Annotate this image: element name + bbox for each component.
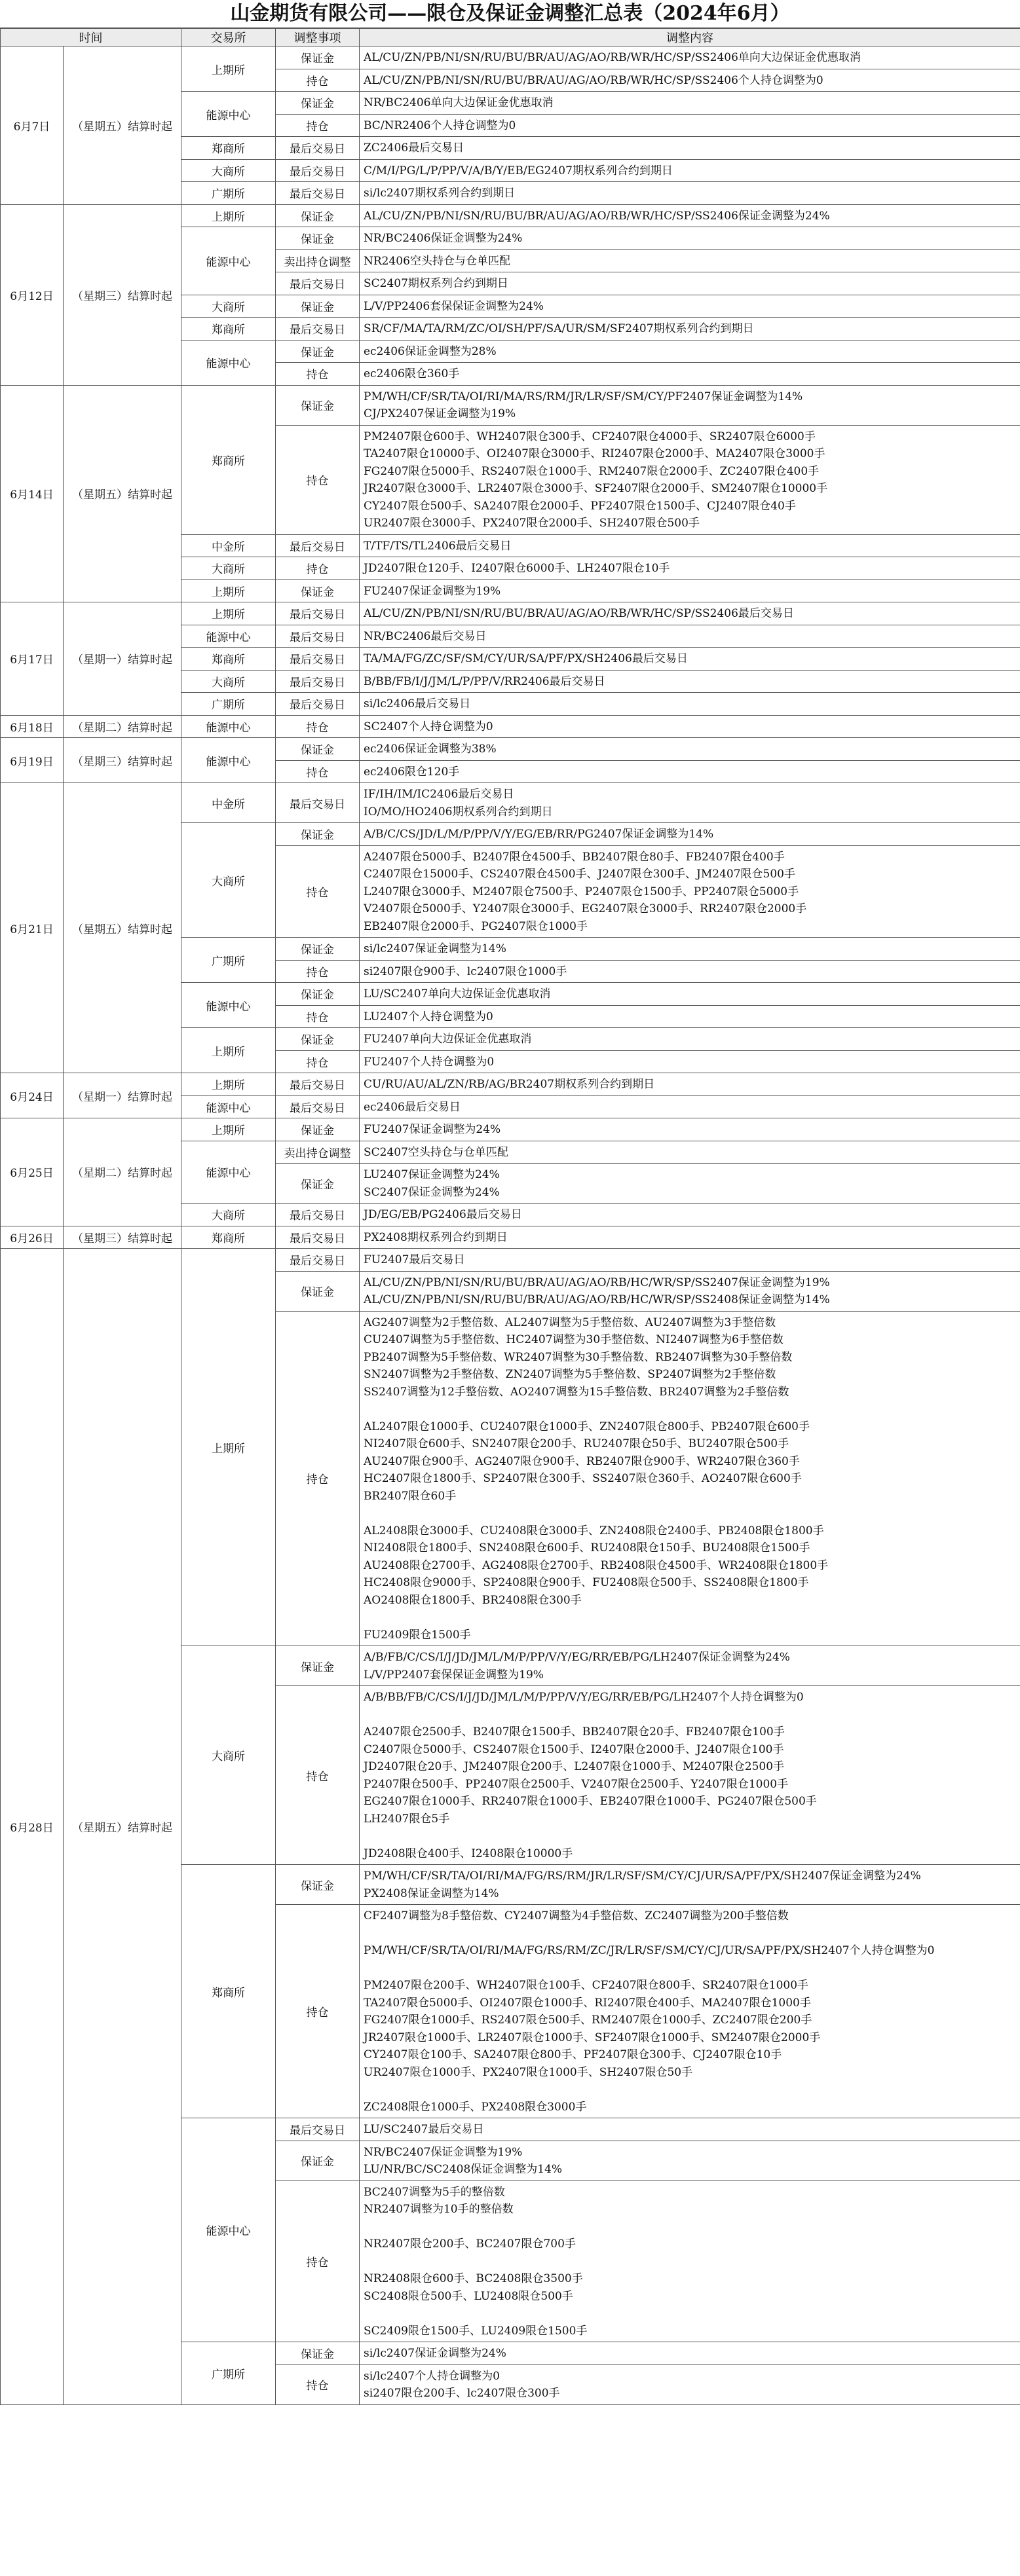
exchange-cell: 大商所 — [181, 557, 276, 580]
adjust-type-cell: 最后交易日 — [276, 602, 360, 625]
adjust-content-cell: AL/CU/ZN/PB/NI/SN/RU/BU/BR/AU/AG/AO/RB/WR/HC/SP/SS2406最后交易日 — [360, 602, 1020, 625]
adjust-content-cell: IF/IH/IM/IC2406最后交易日 IO/MO/HO2406期权系列合约到期日 — [360, 783, 1020, 823]
exchange-cell: 上期所 — [181, 602, 276, 625]
exchange-cell: 上期所 — [181, 580, 276, 602]
exchange-cell: 上期所 — [181, 1028, 276, 1073]
adjust-type-cell: 持仓 — [276, 114, 360, 137]
adjust-type-cell: 保证金 — [276, 1865, 360, 1905]
exchange-cell: 上期所 — [181, 1118, 276, 1141]
adjust-content-cell: ec2406限仓120手 — [360, 760, 1020, 783]
exchange-cell: 能源中心 — [181, 625, 276, 648]
exchange-cell: 广期所 — [181, 938, 276, 983]
adjust-content-cell: LU/SC2407单向大边保证金优惠取消 — [360, 983, 1020, 1006]
adjust-content-cell: LU2407个人持仓调整为0 — [360, 1005, 1020, 1028]
table-row — [1, 1118, 1020, 1141]
adjust-content-cell: C/M/I/PG/L/P/PP/V/A/B/Y/EB/EG2407期权系列合约到期日 — [360, 159, 1020, 182]
exchange-cell: 能源中心 — [181, 1141, 276, 1204]
adjust-content-cell: ec2406最后交易日 — [360, 1095, 1020, 1118]
adjust-content-cell: T/TF/TS/TL2406最后交易日 — [360, 534, 1020, 557]
header-date: 时间 — [1, 29, 181, 46]
exchange-cell: 大商所 — [181, 670, 276, 693]
adjust-type-cell: 保证金 — [276, 92, 360, 115]
date-cell: 6月18日 — [1, 715, 64, 738]
table-row — [1, 783, 1020, 823]
adjust-content-cell: si/lc2407期权系列合约到期日 — [360, 182, 1020, 205]
adjust-content-cell: TA/MA/FG/ZC/SF/SM/CY/UR/SA/PF/PX/SH2406最后交易日 — [360, 648, 1020, 671]
exchange-cell: 能源中心 — [181, 92, 276, 137]
exchange-cell: 郑商所 — [181, 1865, 276, 2118]
adjust-type-cell: 最后交易日 — [276, 1249, 360, 1272]
weekday-cell: （星期三）结算时起 — [64, 204, 181, 385]
exchange-cell: 能源中心 — [181, 1095, 276, 1118]
adjust-content-cell: A/B/FB/C/CS/I/J/JD/JM/L/M/P/PP/V/Y/EG/RR/EB/PG/LH2407保证金调整为24% L/V/PP2407套保保证金调整为19% — [360, 1646, 1020, 1686]
exchange-cell: 上期所 — [181, 204, 276, 227]
adjust-type-cell: 保证金 — [276, 983, 360, 1006]
exchange-cell: 上期所 — [181, 1249, 276, 1646]
weekday-cell: （星期三）结算时起 — [64, 738, 181, 783]
adjust-content-cell: AL/CU/ZN/PB/NI/SN/RU/BU/BR/AU/AG/AO/RB/WR/HC/SP/SS2406单向大边保证金优惠取消 — [360, 46, 1020, 69]
adjust-type-cell: 最后交易日 — [276, 2118, 360, 2141]
exchange-cell: 中金所 — [181, 783, 276, 823]
adjust-type-cell: 保证金 — [276, 580, 360, 602]
weekday-cell: （星期五）结算时起 — [64, 1249, 181, 2405]
table-row — [1, 46, 1020, 69]
exchange-cell: 能源中心 — [181, 2118, 276, 2342]
exchange-cell: 大商所 — [181, 1646, 276, 1865]
adjust-type-cell: 最后交易日 — [276, 182, 360, 205]
adjust-type-cell: 持仓 — [276, 2180, 360, 2342]
exchange-cell: 能源中心 — [181, 738, 276, 783]
header-exchange: 交易所 — [181, 29, 276, 46]
adjust-content-cell: AL/CU/ZN/PB/NI/SN/RU/BU/BR/AU/AG/AO/RB/WR/HC/SP/SS2406个人持仓调整为0 — [360, 69, 1020, 92]
adjust-type-cell: 持仓 — [276, 2364, 360, 2404]
adjust-type-cell: 最后交易日 — [276, 1073, 360, 1096]
adjust-type-cell: 持仓 — [276, 1311, 360, 1646]
table-body — [1, 46, 1020, 2405]
date-cell: 6月17日 — [1, 602, 64, 716]
weekday-cell: （星期五）结算时起 — [64, 46, 181, 205]
adjust-content-cell: AL/CU/ZN/PB/NI/SN/RU/BU/BR/AU/AG/AO/RB/WR/HC/SP/SS2406保证金调整为24% — [360, 204, 1020, 227]
weekday-cell: （星期三）结算时起 — [64, 1226, 181, 1249]
adjust-type-cell: 保证金 — [276, 1028, 360, 1051]
adjust-type-cell: 保证金 — [276, 340, 360, 363]
adjust-type-cell: 最后交易日 — [276, 137, 360, 160]
adjust-type-cell: 最后交易日 — [276, 1204, 360, 1226]
exchange-cell: 广期所 — [181, 693, 276, 716]
adjust-content-cell: JD2407限仓120手、I2407限仓6000手、LH2407限仓10手 — [360, 557, 1020, 580]
exchange-cell: 郑商所 — [181, 1226, 276, 1249]
exchange-cell: 能源中心 — [181, 340, 276, 385]
adjust-type-cell: 持仓 — [276, 1050, 360, 1073]
adjust-type-cell: 最后交易日 — [276, 670, 360, 693]
adjust-content-cell: si/lc2407个人持仓调整为0 si2407限仓200手、lc2407限仓300手 — [360, 2364, 1020, 2404]
adjust-type-cell: 保证金 — [276, 1646, 360, 1686]
exchange-cell: 广期所 — [181, 182, 276, 205]
adjust-type-cell: 最后交易日 — [276, 693, 360, 716]
adjust-type-cell: 保证金 — [276, 46, 360, 69]
adjust-content-cell: FU2407最后交易日 — [360, 1249, 1020, 1272]
adjust-content-cell: NR/BC2406保证金调整为24% — [360, 227, 1020, 250]
adjust-content-cell: ec2406保证金调整为38% — [360, 738, 1020, 761]
weekday-cell: （星期五）结算时起 — [64, 385, 181, 602]
adjust-type-cell: 最后交易日 — [276, 318, 360, 340]
adjust-type-cell: 保证金 — [276, 738, 360, 761]
exchange-cell: 上期所 — [181, 1073, 276, 1096]
adjust-type-cell: 最后交易日 — [276, 272, 360, 295]
adjust-content-cell: A/B/BB/FB/C/CS/I/J/JD/JM/L/M/P/PP/V/Y/EG/RR/EB/PG/LH2407个人持仓调整为0 A2407限仓2500手、B2407限仓1500手、BB2407限仓20手、FB2407限仓100手 C2407限仓5000手、CS2407限仓1500手、I2407限仓2000手、J2407限仓100手 JD2407限仓20手、JM2407限仓200手、L2407限仓1000手、M2407限仓2500手 P2407限仓500手、PP2407限仓2500手、V2407限仓2500手、Y2407限仓1000手 EG2407限仓1000手、RR2407限仓1000手、EB2407限仓1000手、PG2407限仓500手 LH2407限仓5手 JD2408限仓400手、I2408限仓10000手 — [360, 1686, 1020, 1865]
table-row — [1, 1073, 1020, 1096]
page-title: 山金期货有限公司——限仓及保证金调整汇总表（2024年6月） — [0, 0, 1020, 28]
adjust-content-cell: FU2407保证金调整为19% — [360, 580, 1020, 602]
date-cell: 6月7日 — [1, 46, 64, 205]
header-row — [1, 29, 1020, 46]
date-cell: 6月19日 — [1, 738, 64, 783]
adjust-type-cell: 持仓 — [276, 1005, 360, 1028]
adjust-content-cell: PM/WH/CF/SR/TA/OI/RI/MA/FG/RS/RM/JR/LR/SF/SM/CY/CJ/UR/SA/PF/PX/SH2407保证金调整为24% PX2408保证金调整为14% — [360, 1865, 1020, 1905]
adjust-type-cell: 保证金 — [276, 1164, 360, 1204]
adjust-type-cell: 持仓 — [276, 557, 360, 580]
adjust-type-cell: 最后交易日 — [276, 783, 360, 823]
adjust-content-cell: BC/NR2406个人持仓调整为0 — [360, 114, 1020, 137]
adjust-content-cell: si2407限仓900手、lc2407限仓1000手 — [360, 960, 1020, 983]
adjust-type-cell: 最后交易日 — [276, 159, 360, 182]
adjust-content-cell: PX2408期权系列合约到期日 — [360, 1226, 1020, 1249]
adjust-content-cell: NR2406空头持仓与仓单匹配 — [360, 249, 1020, 272]
adjust-content-cell: SC2407个人持仓调整为0 — [360, 715, 1020, 738]
adjust-type-cell: 持仓 — [276, 760, 360, 783]
adjust-type-cell: 持仓 — [276, 715, 360, 738]
weekday-cell: （星期一）结算时起 — [64, 602, 181, 716]
adjust-content-cell: SC2407期权系列合约到期日 — [360, 272, 1020, 295]
date-cell: 6月24日 — [1, 1073, 64, 1118]
adjust-content-cell: NR/BC2406单向大边保证金优惠取消 — [360, 92, 1020, 115]
weekday-cell: （星期二）结算时起 — [64, 715, 181, 738]
date-cell: 6月14日 — [1, 385, 64, 602]
adjust-type-cell: 保证金 — [276, 1271, 360, 1311]
adjust-type-cell: 保证金 — [276, 385, 360, 425]
table-row — [1, 738, 1020, 761]
weekday-cell: （星期一）结算时起 — [64, 1073, 181, 1118]
adjust-content-cell: NR/BC2406最后交易日 — [360, 625, 1020, 648]
exchange-cell: 郑商所 — [181, 648, 276, 671]
table-row — [1, 1249, 1020, 1272]
adjust-content-cell: si/lc2407保证金调整为14% — [360, 938, 1020, 961]
adjust-content-cell: BC2407调整为5手的整倍数 NR2407调整为10手的整倍数 NR2407限仓200手、BC2407限仓700手 NR2408限仓600手、BC2408限仓3500手 SC2408限仓500手、LU2408限仓500手 SC2409限仓1500手、LU2409限仓1500手 — [360, 2180, 1020, 2342]
exchange-cell: 能源中心 — [181, 227, 276, 295]
adjust-content-cell: PM2407限仓600手、WH2407限仓300手、CF2407限仓4000手、SR2407限仓6000手 TA2407限仓10000手、OI2407限仓3000手、RI2407限仓2000手、MA2407限仓3000手 FG2407限仓5000手、RS2407限仓1000手、RM2407限仓2000手、ZC2407限仓400手 JR2407限仓3000手、LR2407限仓3000手、SF2407限仓2000手、SM2407限仓10000手 CY2407限仓500手、SA2407限仓2000手、PF2407限仓1500手、CJ2407限仓40手 UR2407限仓3000手、PX2407限仓2000手、SH2407限仓500手 — [360, 425, 1020, 534]
date-cell: 6月25日 — [1, 1118, 64, 1226]
adjust-content-cell: AL/CU/ZN/PB/NI/SN/RU/BU/BR/AU/AG/AO/RB/HC/WR/SP/SS2407保证金调整为19% AL/CU/ZN/PB/NI/SN/RU/BU/BR/AU/AG/AO/RB/HC/WR/SP/SS2408保证金调整为14% — [360, 1271, 1020, 1311]
adjust-type-cell: 卖出持仓调整 — [276, 249, 360, 272]
adjust-type-cell: 最后交易日 — [276, 534, 360, 557]
exchange-cell: 大商所 — [181, 1204, 276, 1226]
weekday-cell: （星期五）结算时起 — [64, 783, 181, 1073]
adjust-content-cell: AG2407调整为2手整倍数、AL2407调整为5手整倍数、AU2407调整为3手整倍数 CU2407调整为5手整倍数、HC2407调整为30手整倍数、NI2407调整为6手整倍数 PB2407调整为5手整倍数、WR2407调整为30手整倍数、RB2407调整为30手整倍数 SN2407调整为2手整倍数、ZN2407调整为5手整倍数、SP2407调整为2手整倍数 SS2407调整为12手整倍数、AO2407调整为15手整倍数、BR2407调整为2手整倍数 AL2407限仓1000手、CU2407限仓1000手、ZN2407限仓800手、PB2407限仓600手 NI2407限仓600手、SN2407限仓200手、RU2407限仓50手、BU2407限仓500手 AU2407限仓900手、AG2407限仓900手、RB2407限仓900手、WR2407限仓360手 HC2407限仓1800手、SP2407限仓300手、SS2407限仓360手、AO2407限仓600手 BR2407限仓60手 AL2408限仓3000手、CU2408限仓3000手、ZN2408限仓2400手、PB2408限仓1800手 NI2408限仓1800手、SN2408限仓600手、RU2408限仓150手、BU2408限仓1500手 AU2408限仓2700手、AG2408限仓2700手、RB2408限仓4500手、WR2408限仓1800手 HC2408限仓9000手、SP2408限仓900手、FU2408限仓500手、SS2408限仓1800手 AO2408限仓1800手、BR2408限仓300手 FU2409限仓1500手 — [360, 1311, 1020, 1646]
adjust-type-cell: 持仓 — [276, 1686, 360, 1865]
exchange-cell: 大商所 — [181, 823, 276, 938]
adjust-content-cell: CU/RU/AU/AL/ZN/RB/AG/BR2407期权系列合约到期日 — [360, 1073, 1020, 1096]
adjust-type-cell: 最后交易日 — [276, 1095, 360, 1118]
adjust-type-cell: 保证金 — [276, 2342, 360, 2365]
adjust-content-cell: LU2407保证金调整为24% SC2407保证金调整为24% — [360, 1164, 1020, 1204]
table-row — [1, 1226, 1020, 1249]
date-cell: 6月12日 — [1, 204, 64, 385]
exchange-cell: 大商所 — [181, 159, 276, 182]
table-row — [1, 385, 1020, 425]
adjust-content-cell: A/B/C/CS/JD/L/M/P/PP/V/Y/EG/EB/RR/PG2407保证金调整为14% — [360, 823, 1020, 846]
adjust-type-cell: 最后交易日 — [276, 625, 360, 648]
adjust-content-cell: ec2406限仓360手 — [360, 363, 1020, 386]
date-cell: 6月26日 — [1, 1226, 64, 1249]
weekday-cell: （星期二）结算时起 — [64, 1118, 181, 1226]
exchange-cell: 广期所 — [181, 2342, 276, 2405]
adjust-type-cell: 保证金 — [276, 1118, 360, 1141]
table-row — [1, 204, 1020, 227]
adjust-type-cell: 保证金 — [276, 227, 360, 250]
adjust-content-cell: FU2407保证金调整为24% — [360, 1118, 1020, 1141]
exchange-cell: 能源中心 — [181, 983, 276, 1028]
exchange-cell: 能源中心 — [181, 715, 276, 738]
adjust-type-cell: 持仓 — [276, 69, 360, 92]
adjust-type-cell: 持仓 — [276, 845, 360, 938]
adjust-content-cell: JD/EG/EB/PG2406最后交易日 — [360, 1204, 1020, 1226]
adjust-type-cell: 卖出持仓调整 — [276, 1141, 360, 1164]
exchange-cell: 上期所 — [181, 46, 276, 92]
adjust-type-cell: 持仓 — [276, 960, 360, 983]
exchange-cell: 大商所 — [181, 295, 276, 318]
adjust-type-cell: 最后交易日 — [276, 1226, 360, 1249]
adjust-content-cell: ec2406保证金调整为28% — [360, 340, 1020, 363]
exchange-cell: 郑商所 — [181, 318, 276, 340]
table-row — [1, 715, 1020, 738]
header-content: 调整内容 — [360, 29, 1020, 46]
adjust-content-cell: SC2407空头持仓与仓单匹配 — [360, 1141, 1020, 1164]
adjust-type-cell: 持仓 — [276, 363, 360, 386]
adjust-type-cell: 保证金 — [276, 204, 360, 227]
adjust-content-cell: A2407限仓5000手、B2407限仓4500手、BB2407限仓80手、FB2407限仓400手 C2407限仓15000手、CS2407限仓4500手、J2407限仓300手、JM2407限仓500手 L2407限仓3000手、M2407限仓7500手、P2407限仓1500手、PP2407限仓5000手 V2407限仓5000手、Y2407限仓3000手、EG2407限仓3000手、RR2407限仓2000手 EB2407限仓2000手、PG2407限仓1000手 — [360, 845, 1020, 938]
adjust-type-cell: 持仓 — [276, 425, 360, 534]
adjustment-table — [0, 28, 1020, 2405]
adjust-type-cell: 保证金 — [276, 938, 360, 961]
table-row — [1, 602, 1020, 625]
adjust-content-cell: PM/WH/CF/SR/TA/OI/RI/MA/RS/RM/JR/LR/SF/SM/CY/PF2407保证金调整为14% CJ/PX2407保证金调整为19% — [360, 385, 1020, 425]
adjust-type-cell: 保证金 — [276, 295, 360, 318]
adjust-content-cell: FU2407单向大边保证金优惠取消 — [360, 1028, 1020, 1051]
adjust-content-cell: NR/BC2407保证金调整为19% LU/NR/BC/SC2408保证金调整为14% — [360, 2141, 1020, 2180]
header-item: 调整事项 — [276, 29, 360, 46]
adjust-content-cell: LU/SC2407最后交易日 — [360, 2118, 1020, 2141]
exchange-cell: 中金所 — [181, 534, 276, 557]
date-cell: 6月21日 — [1, 783, 64, 1073]
exchange-cell: 郑商所 — [181, 385, 276, 534]
exchange-cell: 郑商所 — [181, 137, 276, 160]
adjust-content-cell: ZC2406最后交易日 — [360, 137, 1020, 160]
adjust-content-cell: SR/CF/MA/TA/RM/ZC/OI/SH/PF/SA/UR/SM/SF2407期权系列合约到期日 — [360, 318, 1020, 340]
adjust-content-cell: FU2407个人持仓调整为0 — [360, 1050, 1020, 1073]
date-cell: 6月28日 — [1, 1249, 64, 2405]
adjust-type-cell: 最后交易日 — [276, 648, 360, 671]
adjust-type-cell: 保证金 — [276, 823, 360, 846]
adjust-content-cell: L/V/PP2406套保保证金调整为24% — [360, 295, 1020, 318]
adjust-content-cell: CF2407调整为8手整倍数、CY2407调整为4手整倍数、ZC2407调整为200手整倍数 PM/WH/CF/SR/TA/OI/RI/MA/FG/RS/RM/ZC/JR/LR/SF/SM/CY/CJ/UR/SA/PF/PX/SH2407个人持仓调整为0 PM2407限仓200手、WH2407限仓100手、CF2407限仓800手、SR2407限仓1000手 TA2407限仓5000手、OI2407限仓1000手、RI2407限仓400手、MA2407限仓1000手 FG2407限仓1000手、RS2407限仓500手、RM2407限仓1000手、ZC2407限仓200手 JR2407限仓1000手、LR2407限仓1000手、SF2407限仓1000手、SM2407限仓2000手 CY2407限仓100手、SA2407限仓800手、PF2407限仓300手、CJ2407限仓10手 UR2407限仓1000手、PX2407限仓1000手、SH2407限仓50手 ZC2408限仓1000手、PX2408限仓3000手 — [360, 1905, 1020, 2118]
adjust-content-cell: si/lc2406最后交易日 — [360, 693, 1020, 716]
adjust-type-cell: 持仓 — [276, 1905, 360, 2118]
adjust-type-cell: 保证金 — [276, 2141, 360, 2180]
adjust-content-cell: si/lc2407保证金调整为24% — [360, 2342, 1020, 2365]
adjust-content-cell: B/BB/FB/I/J/JM/L/P/PP/V/RR2406最后交易日 — [360, 670, 1020, 693]
